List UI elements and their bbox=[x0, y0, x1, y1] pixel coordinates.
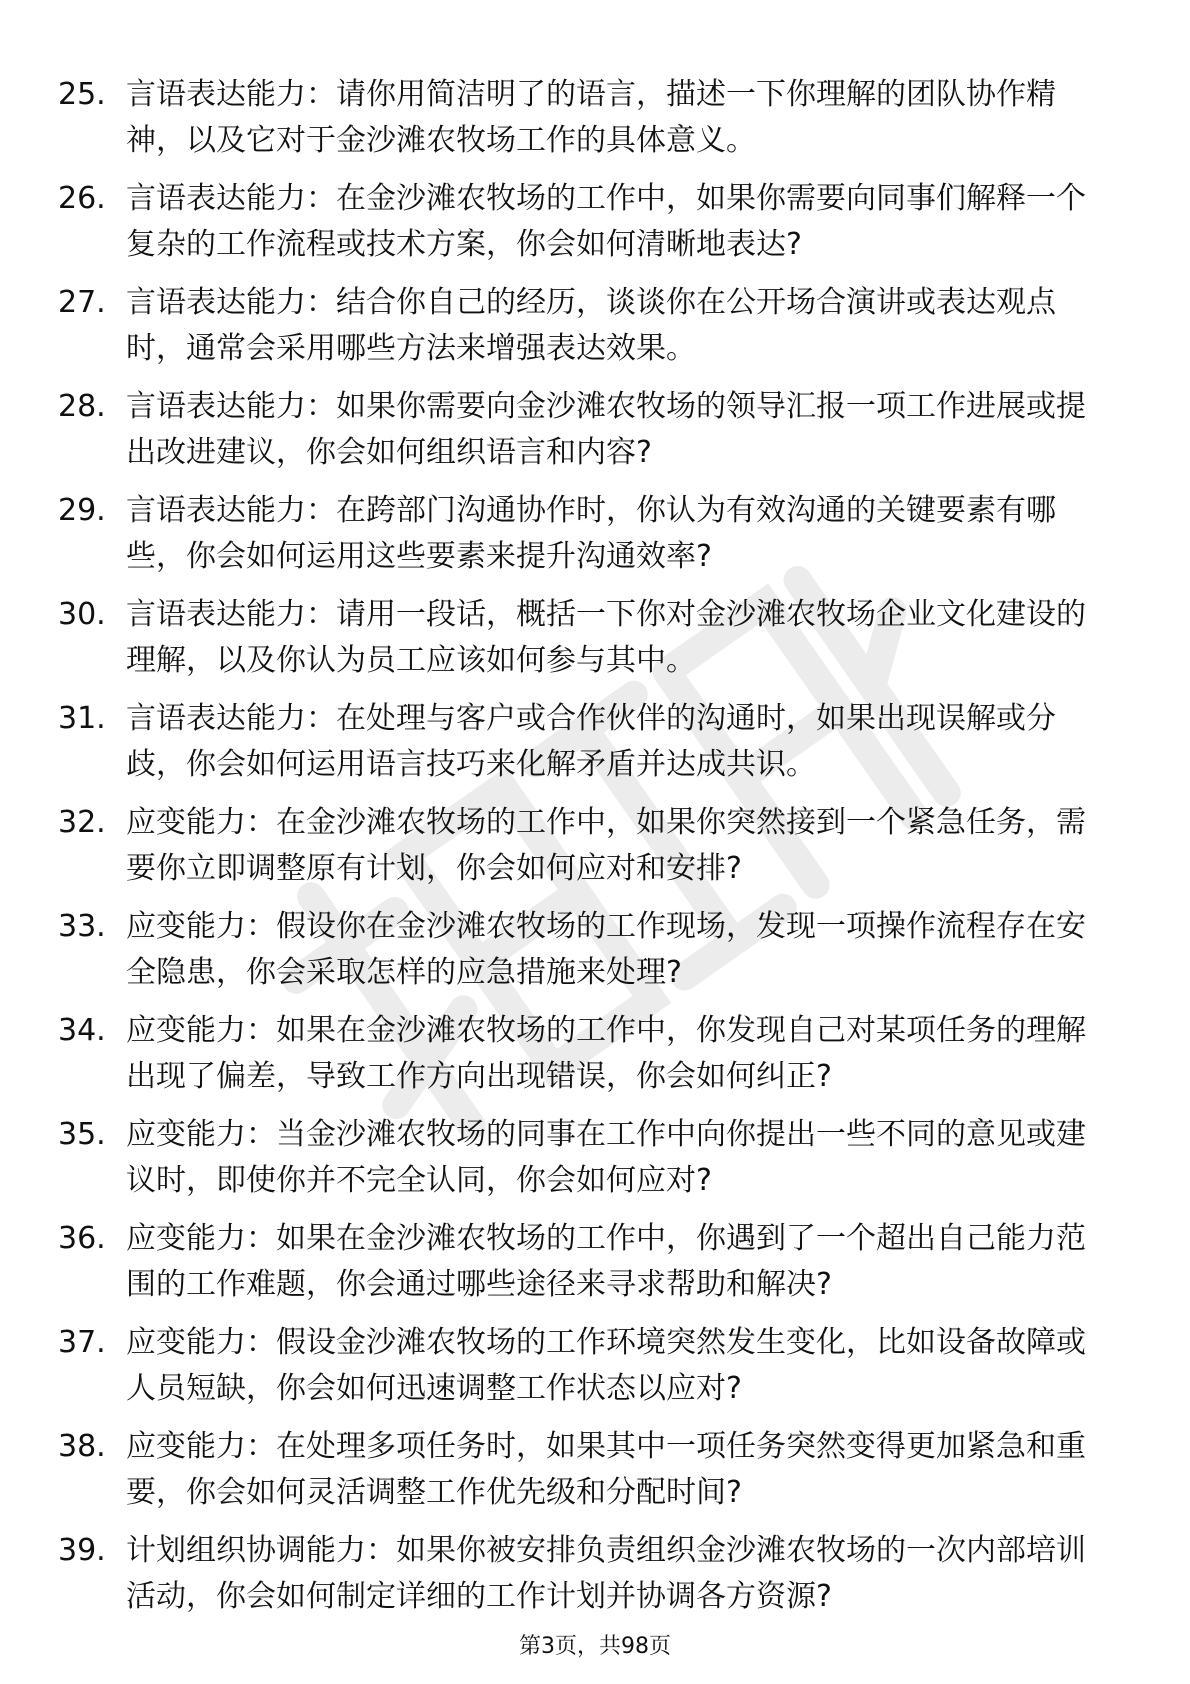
question-text: 言语表达能力：在跨部门沟通协作时，你认为有效沟通的关键要素有哪些，你会如何运用这些要素来提升沟通效率? bbox=[126, 493, 1056, 574]
question-number: 39. bbox=[58, 1533, 106, 1568]
question-text: 言语表达能力：在金沙滩农牧场的工作中，如果你需要向同事们解释一个复杂的工作流程或技术方案，你会如何清晰地表达? bbox=[126, 181, 1086, 262]
question-number: 28. bbox=[58, 389, 106, 424]
question-item bbox=[58, 384, 1118, 488]
question-item bbox=[58, 800, 1118, 904]
question-number: 26. bbox=[58, 181, 106, 216]
question-number: 32. bbox=[58, 805, 106, 840]
question-item bbox=[58, 904, 1118, 1008]
question-number: 27. bbox=[58, 285, 106, 320]
question-text: 计划组织协调能力：如果你被安排负责组织金沙滩农牧场的一次内部培训活动，你会如何制定详细的工作计划并协调各方资源? bbox=[126, 1533, 1086, 1614]
page-footer: 第3页，共98页 bbox=[519, 1634, 671, 1659]
question-number: 36. bbox=[58, 1221, 106, 1256]
question-number: 25. bbox=[58, 77, 106, 112]
question-item bbox=[58, 72, 1118, 176]
question-number: 34. bbox=[58, 1013, 106, 1048]
question-text: 应变能力：假设你在金沙滩农牧场的工作现场，发现一项操作流程存在安全隐患，你会采取怎样的应急措施来处理? bbox=[126, 909, 1086, 990]
question-text: 应变能力：当金沙滩农牧场的同事在工作中向你提出一些不同的意见或建议时，即使你并不完全认同，你会如何应对? bbox=[126, 1117, 1086, 1198]
question-number: 38. bbox=[58, 1429, 106, 1464]
question-number: 30. bbox=[58, 597, 106, 632]
question-item bbox=[58, 592, 1118, 696]
question-text: 应变能力：如果在金沙滩农牧场的工作中，你遇到了一个超出自己能力范围的工作难题，你会通过哪些途径来寻求帮助和解决? bbox=[126, 1221, 1086, 1302]
question-item bbox=[58, 488, 1118, 592]
question-text: 言语表达能力：结合你自己的经历，谈谈你在公开场合演讲或表达观点时，通常会采用哪些方法来增强表达效果。 bbox=[126, 285, 1056, 366]
question-item bbox=[58, 1424, 1118, 1528]
question-text: 应变能力：如果在金沙滩农牧场的工作中，你发现自己对某项任务的理解出现了偏差，导致工作方向出现错误，你会如何纠正? bbox=[126, 1013, 1086, 1094]
question-number: 31. bbox=[58, 701, 106, 736]
question-item bbox=[58, 696, 1118, 800]
question-text: 言语表达能力：请用一段话，概括一下你对金沙滩农牧场企业文化建设的理解，以及你认为员工应该如何参与其中。 bbox=[126, 597, 1086, 678]
question-item bbox=[58, 280, 1118, 384]
question-number: 29. bbox=[58, 493, 106, 528]
question-text: 应变能力：在金沙滩农牧场的工作中，如果你突然接到一个紧急任务，需要你立即调整原有计划，你会如何应对和安排? bbox=[126, 805, 1086, 886]
question-text: 言语表达能力：在处理与客户或合作伙伴的沟通时，如果出现误解或分歧，你会如何运用语言技巧来化解矛盾并达成共识。 bbox=[126, 701, 1056, 782]
question-item bbox=[58, 1112, 1118, 1216]
question-number: 35. bbox=[58, 1117, 106, 1152]
question-number: 37. bbox=[58, 1325, 106, 1360]
question-text: 言语表达能力：如果你需要向金沙滩农牧场的领导汇报一项工作进展或提出改进建议，你会如何组织语言和内容? bbox=[126, 389, 1086, 470]
question-text: 应变能力：在处理多项任务时，如果其中一项任务突然变得更加紧急和重要，你会如何灵活调整工作优先级和分配时间? bbox=[126, 1429, 1086, 1510]
question-text: 应变能力：假设金沙滩农牧场的工作环境突然发生变化，比如设备故障或人员短缺，你会如何迅速调整工作状态以应对? bbox=[126, 1325, 1086, 1406]
question-text: 言语表达能力：请你用简洁明了的语言，描述一下你理解的团队协作精神，以及它对于金沙滩农牧场工作的具体意义。 bbox=[126, 77, 1056, 158]
question-item bbox=[58, 176, 1118, 280]
question-item bbox=[58, 1528, 1118, 1632]
question-item bbox=[58, 1216, 1118, 1320]
question-number: 33. bbox=[58, 909, 106, 944]
question-item bbox=[58, 1320, 1118, 1424]
question-item bbox=[58, 1008, 1118, 1112]
question-list bbox=[58, 72, 1118, 1632]
